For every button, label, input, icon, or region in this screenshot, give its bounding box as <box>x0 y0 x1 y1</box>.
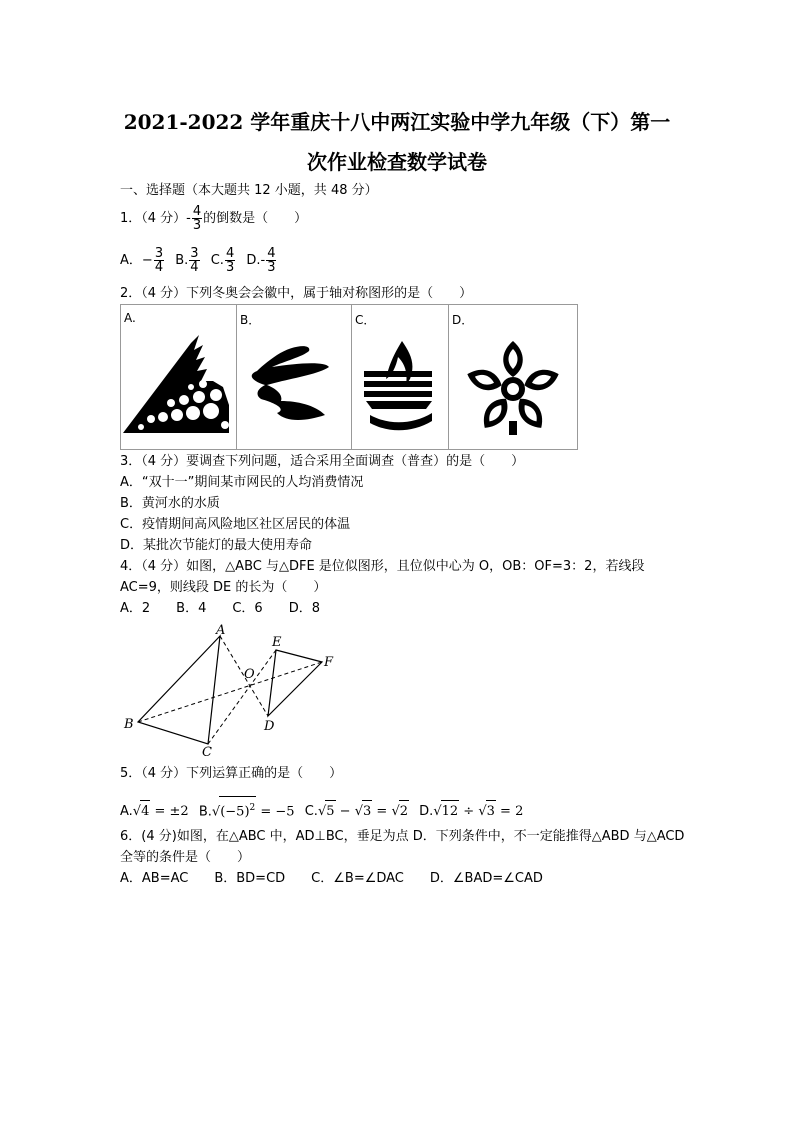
question-4-line2: AC=9，则线段 DE 的长为（ ） <box>120 580 327 595</box>
q3-option-d: D．某批次节能灯的最大使用寿命 <box>120 538 313 553</box>
q2-emblem-d: D． <box>449 305 577 449</box>
q5-option-d: D.√12 ÷ √3 = 2 <box>419 800 523 823</box>
question-6-line1: 6．(4 分)如图，在△ABC 中，AD⊥BC，垂足为点 D．下列条件中，不一定能推得△ABD 与△ACD <box>120 829 685 844</box>
q1-prefix: 1．（4 分）- <box>120 211 191 226</box>
point-f-label: F <box>324 655 334 670</box>
q4-geometry-figure <box>120 624 350 764</box>
emblem-b-icon <box>237 305 352 449</box>
exam-title-line1: 2021-2022 学年重庆十八中两江实验中学九年级（下）第一 <box>123 110 671 134</box>
point-o-label: O <box>244 667 255 682</box>
q1-option-c: C. $\frac{4}{3}$ <box>210 246 235 275</box>
question-5: 5．（4 分）下列运算正确的是（ ） <box>120 766 343 781</box>
q3-option-b: B．黄河水的水质 <box>120 496 220 511</box>
question-4-line1: 4．（4 分）如图，△ABC 与△DFE 是位似图形，且位似中心为 O，OB：OF=3：2，若线段 <box>120 559 645 574</box>
point-a-label: A <box>216 624 226 638</box>
q2-emblem-grid <box>120 304 578 450</box>
exam-title-line2: 次作业检查数学试卷 <box>307 150 487 174</box>
emblem-a-icon <box>121 305 237 449</box>
q5-options <box>120 796 529 823</box>
q2-emblem-a: A. <box>121 305 237 449</box>
point-b-label: B <box>124 717 134 732</box>
q1-option-a: A．− $\frac{3}{4}$ <box>120 246 164 275</box>
section-heading: 一、选择题（本大题共 12 小题，共 48 分） <box>120 183 378 198</box>
q6-options: A．AB=AC B．BD=CD C．∠B=∠DAC D．∠BAD=∠CAD <box>120 871 543 886</box>
q5-option-b: $B.√(-5)^2 = -5$ <box>199 796 295 823</box>
question-3: 3．（4 分）要调查下列问题，适合采用全面调查（普查）的是（ ） <box>120 454 525 469</box>
q5-option-c: C.√5 − √3 = √2 <box>305 800 409 823</box>
q1-fraction: $\frac{4}{3}$ <box>192 204 202 233</box>
q1-option-b: B. $\frac{3}{4}$ <box>175 246 199 275</box>
emblem-d-icon <box>449 305 577 449</box>
q4-options: A．2 B．4 C．6 D．8 <box>120 601 320 616</box>
q2-emblem-b: B． <box>237 305 352 449</box>
point-c-label: C <box>202 745 212 760</box>
q3-option-c: C．疫情期间高风险地区社区居民的体温 <box>120 517 351 532</box>
question-2: 2．（4 分）下列冬奥会会徽中，属于轴对称图形的是（ ） <box>120 286 473 301</box>
q1-options <box>120 244 283 278</box>
point-e-label: E <box>272 635 282 650</box>
q2-emblem-c: C． <box>352 305 449 449</box>
emblem-c-icon <box>352 305 449 449</box>
q1-option-d: D.- $\frac{4}{3}$ <box>246 246 276 275</box>
question-6-line2: 全等的条件是（ ） <box>120 850 251 865</box>
q3-option-a: A．“双十一”期间某市网民的人均消费情况 <box>120 475 364 490</box>
question-1 <box>120 204 307 234</box>
q5-option-a: A.√4 = ±2 <box>120 800 189 823</box>
point-d-label: D <box>264 719 275 734</box>
q1-suffix: 的倒数是（ ） <box>203 211 308 226</box>
